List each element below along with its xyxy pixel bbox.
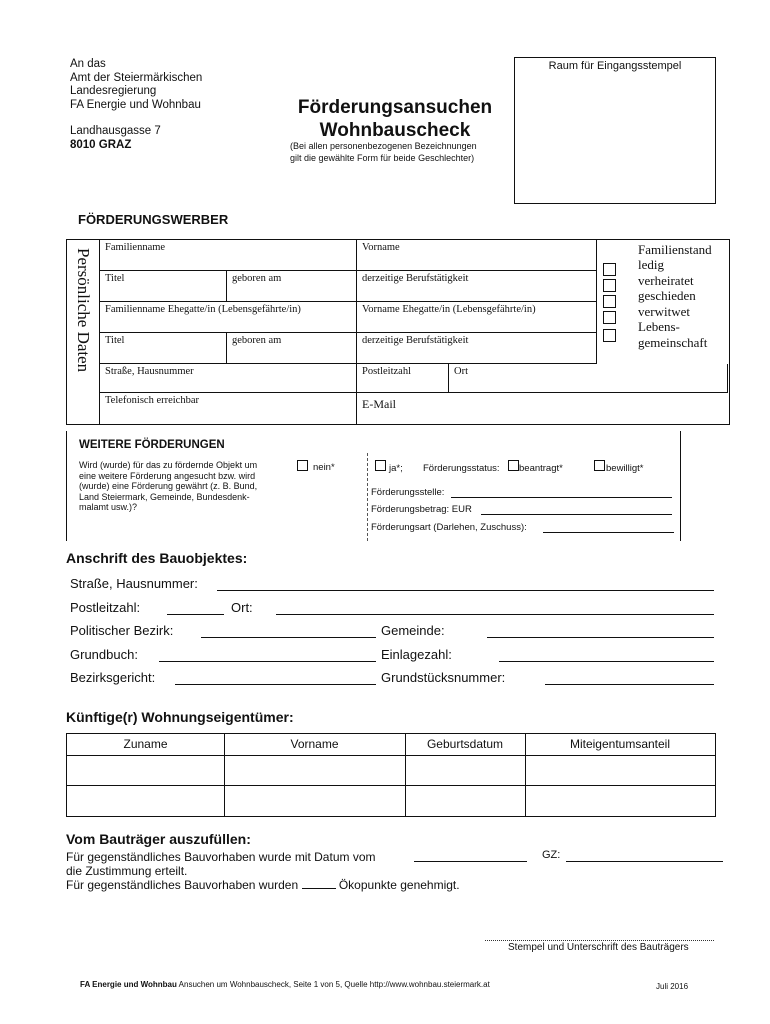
telefon-field[interactable] [100, 393, 357, 424]
checkbox-ledig[interactable] [603, 263, 616, 276]
field-label: Titel [105, 335, 125, 346]
title-line1: Förderungsansuchen [297, 97, 493, 118]
oekopunkte-input[interactable] [302, 888, 336, 889]
bauobjekt-strasse-input[interactable] [217, 590, 714, 591]
weitere-foerderungen-box [66, 431, 681, 541]
address-line: An das [70, 58, 106, 70]
field-label: Familienname Ehegatte/in (Lebensgefährte/in) [105, 304, 301, 315]
bauobjekt-bezirksgericht-input[interactable] [175, 684, 376, 685]
footer [80, 980, 490, 989]
address-street: Landhausgasse 7 [70, 125, 161, 137]
beantragt-label: beantragt* [519, 463, 563, 474]
bauobjekt-grundbuch-input[interactable] [159, 661, 376, 662]
question-line: (wurde) eine Förderung gewährt (z. B. Bund, [79, 481, 258, 491]
address-line: Landesregierung [70, 85, 157, 97]
question-line: Wird (wurde) für das zu fördernde Objekt um [79, 460, 258, 470]
checkbox-ja[interactable] [375, 460, 386, 471]
address-city: 8010 GRAZ [70, 138, 132, 151]
bauobjekt-gemeinde-input[interactable] [487, 637, 714, 638]
nein-label: nein* [313, 462, 335, 473]
eigentuemer-table [66, 733, 716, 817]
column-header-vorname: Vorname [290, 737, 339, 751]
field-label: E-Mail [362, 397, 396, 411]
checkbox-beantragt[interactable] [508, 460, 519, 471]
bauobjekt-bezirk-label: Politischer Bezirk: [70, 623, 174, 638]
title-line2: Wohnbauscheck [319, 120, 471, 141]
bautraeger-line1: Für gegenständliches Bauvorhaben wurde mit Datum vom [66, 850, 376, 864]
titel-field[interactable] [100, 271, 227, 302]
bauobjekt-einlagezahl-input[interactable] [499, 661, 714, 662]
geboren-am2-field[interactable] [227, 333, 357, 364]
bauobjekt-bezirk-input[interactable] [201, 637, 376, 638]
bautraeger-line3b: Ökopunkte genehmigt. [338, 878, 460, 892]
ja-label: ja*; [389, 463, 403, 474]
bauobjekt-grundstuecksnummer-input[interactable] [545, 684, 714, 685]
bautraeger-gz-input[interactable] [566, 861, 723, 862]
postleitzahl-field[interactable] [357, 364, 449, 393]
bauobjekt-grundstuecksnummer-label: Grundstücksnummer: [381, 670, 506, 685]
eigentuemer-heading: Künftige(r) Wohnungseigentümer: [66, 709, 294, 725]
field-label: Postleitzahl [362, 366, 411, 377]
checkbox-verheiratet[interactable] [603, 279, 616, 292]
familienstand-title: Familienstand [638, 242, 712, 257]
bauobjekt-grundbuch-label: Grundbuch: [70, 647, 138, 662]
berufstaetigkeit2-field[interactable] [357, 333, 597, 364]
field-label: Titel [105, 273, 125, 284]
bauobjekt-bezirksgericht-label: Bezirksgericht: [70, 670, 156, 685]
field-label: derzeitige Berufstätigkeit [362, 273, 469, 284]
footer-text: Ansuchen um Wohnbauscheck, Seite 1 von 5, Quelle http://www.wohnbau.steiermark.at [178, 980, 490, 989]
stelle-input-line[interactable] [451, 497, 672, 498]
familienstand-option: verheiratet [638, 272, 694, 288]
field-label: derzeitige Berufstätigkeit [362, 335, 469, 346]
familienstand-option: gemeinschaft [638, 334, 708, 350]
checkbox-geschieden[interactable] [603, 295, 616, 308]
address-line: Amt der Steiermärkischen [70, 71, 203, 84]
checkbox-bewilligt[interactable] [594, 460, 605, 471]
titel2-field[interactable] [100, 333, 227, 364]
bauobjekt-gemeinde-label: Gemeinde: [381, 623, 445, 638]
field-label: Vorname [362, 242, 400, 253]
note-line: (Bei allen personenbezogenen Bezeichnungen [290, 141, 477, 151]
column-header-miteigentumsanteil: Miteigentumsanteil [569, 737, 671, 751]
art-label: Förderungsart (Darlehen, Zuschuss): [371, 522, 527, 533]
bautraeger-gz-label: GZ: [542, 849, 561, 861]
field-label: geboren am [232, 335, 282, 346]
weitere-heading: WEITERE FÖRDERUNGEN [79, 439, 225, 451]
bautraeger-line2: die Zustimmung erteilt. [66, 864, 188, 878]
familienstand-option: geschieden [638, 288, 696, 303]
bauobjekt-einlagezahl-label: Einlagezahl: [381, 647, 452, 662]
footer-date: Juli 2016 [656, 982, 689, 991]
question-line: malamt usw.)? [79, 502, 138, 512]
address-line: FA Energie und Wohnbau [70, 98, 201, 111]
field-label: Telefonisch erreichbar [105, 395, 200, 406]
bauobjekt-ort-label: Ort: [231, 600, 253, 615]
email-field[interactable] [357, 393, 728, 424]
familienstand-option: verwitwet [638, 303, 690, 319]
bauobjekt-plz-input[interactable] [167, 614, 224, 615]
stelle-label: Förderungsstelle: [371, 487, 445, 498]
signature-label: Stempel und Unterschrift des Bauträgers [508, 942, 689, 953]
bauobjekt-ort-input[interactable] [276, 614, 714, 615]
bautraeger-line3a: Für gegenständliches Bauvorhaben wurden [66, 878, 299, 892]
field-label: Ort [454, 366, 468, 377]
familienstand-option: Lebens- [638, 319, 680, 334]
bewilligt-label: bewilligt* [606, 463, 644, 474]
field-label: Straße, Hausnummer [105, 366, 194, 377]
familienstand-options [638, 257, 707, 350]
field-label: Familienname [105, 242, 166, 253]
vorname-ehegatte-field[interactable] [357, 302, 597, 333]
field-label: geboren am [232, 273, 282, 284]
vorname-field[interactable] [357, 240, 597, 271]
geboren-am-field[interactable] [227, 271, 357, 302]
art-input-line[interactable] [543, 532, 674, 533]
strasse-field[interactable] [100, 364, 357, 393]
personal-data-side-label: Persönliche Daten [74, 248, 93, 373]
section-applicant: FÖRDERUNGSWERBER [78, 212, 229, 227]
betrag-label: Förderungsbetrag: EUR [371, 504, 472, 515]
column-header-zuname: Zuname [123, 737, 168, 751]
bautraeger-heading: Vom Bauträger auszufüllen: [66, 831, 251, 847]
bautraeger-datum-input[interactable] [414, 861, 527, 862]
bauobjekt-plz-label: Postleitzahl: [70, 600, 141, 615]
berufstaetigkeit-field[interactable] [357, 271, 597, 302]
question-line: Land Steiermark, Gemeinde, Bundesdenk- [79, 491, 250, 502]
stamp-box-label: Raum für Eingangsstempel [548, 60, 682, 72]
familienname-ehegatte-field[interactable] [100, 302, 357, 333]
personal-data-box [66, 239, 730, 425]
stamp-box [514, 57, 716, 204]
column-header-geburtsdatum: Geburtsdatum [426, 737, 504, 751]
field-label: Vorname Ehegatte/in (Lebensgefährte/in) [362, 304, 536, 315]
checkbox-nein[interactable] [297, 460, 308, 471]
question-line: eine weitere Förderung angesucht bzw. wird [79, 470, 256, 481]
bauobjekt-heading: Anschrift des Bauobjektes: [66, 550, 248, 566]
familienname-field[interactable] [100, 240, 357, 271]
betrag-input-line[interactable] [481, 514, 672, 515]
form-title [270, 96, 520, 142]
status-label: Förderungsstatus: [423, 463, 500, 474]
checkbox-lebensgemeinschaft[interactable] [603, 329, 616, 342]
footer-org: FA Energie und Wohnbau [80, 980, 177, 989]
familienstand-option: ledig [638, 257, 664, 272]
ort-field[interactable] [449, 364, 728, 393]
bautraeger-line3 [66, 878, 460, 892]
bauobjekt-strasse-label: Straße, Hausnummer: [70, 576, 198, 591]
note-line: gilt die gewählte Form für beide Geschlechter) [290, 152, 475, 163]
weitere-question [79, 460, 257, 513]
recipient-address [70, 58, 202, 152]
title-note [290, 141, 477, 164]
checkbox-verwitwet[interactable] [603, 311, 616, 324]
